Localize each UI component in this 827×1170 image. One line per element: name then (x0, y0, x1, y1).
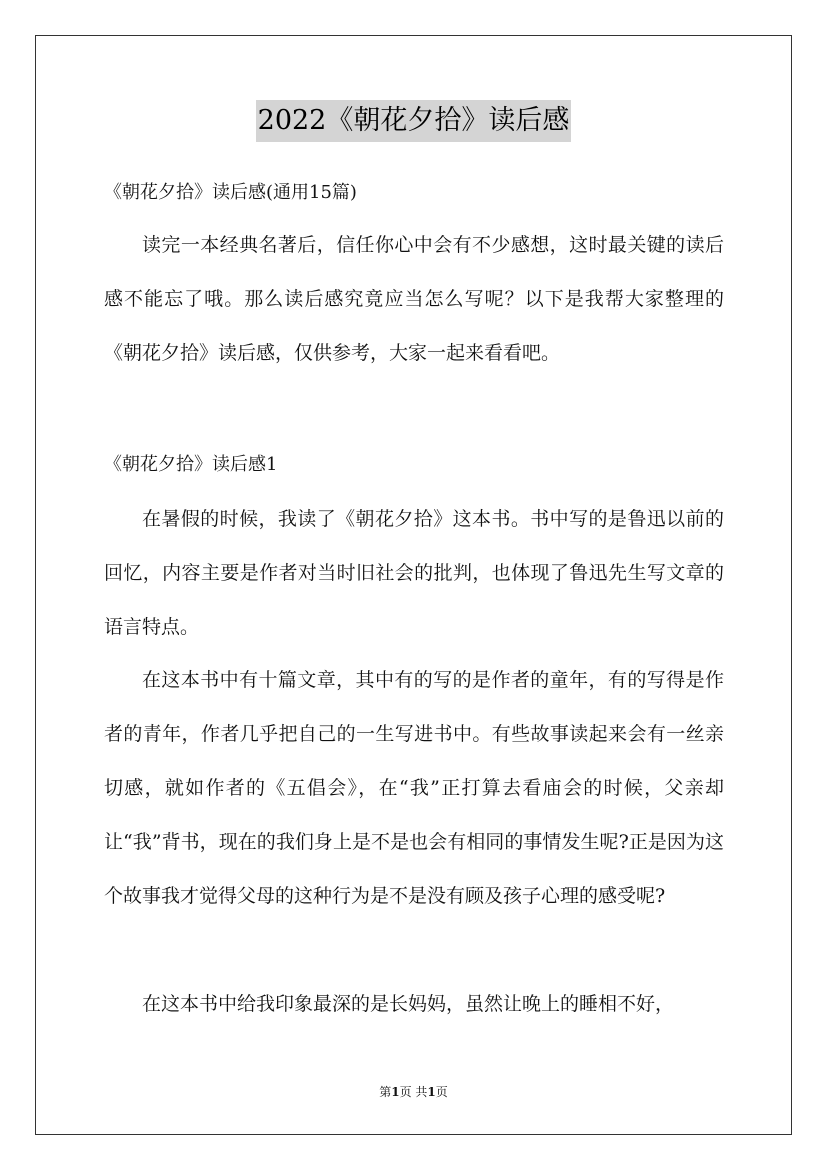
document-title: 2022《朝花夕拾》读后感 (256, 100, 572, 142)
title-container (0, 100, 827, 142)
body-paragraph-2: 在这本书中有十篇文章，其中有的写的是作者的童年，有的写得是作者的青年，作者几乎把自己的一生写进书中。有些故事读起来会有一丝亲切感，就如作者的《五倡会》，在“我”正打算去看庙会的时候，父亲却让“我”背书，现在的我们身上是不是也会有相同的事情发生呢?正是因为这个故事我才觉得父母的这种行为是不是没有顾及孩子心理的感受呢? (104, 669, 724, 907)
section-heading: 《朝花夕拾》读后感1 (104, 454, 278, 475)
document-subtitle: 《朝花夕拾》读后感(通用15篇) (104, 182, 357, 203)
intro-paragraph: 读完一本经典名著后，信任你心中会有不少感想，这时最关键的读后感不能忘了哦。那么读后感究竟应当怎么写呢？以下是我帮大家整理的《朝花夕拾》读后感，仅供参考，大家一起来看看吧。 (104, 234, 724, 364)
footer-page-mid: 页 共 (399, 1085, 428, 1099)
body-paragraph-1: 在暑假的时候，我读了《朝花夕拾》这本书。书中写的是鲁迅以前的回忆，内容主要是作者对当时旧社会的批判，也体现了鲁迅先生写文章的语言特点。 (104, 508, 724, 638)
body-paragraph-3: 在这本书中给我印象最深的是长妈妈，虽然让晚上的睡相不好， (142, 993, 675, 1015)
footer-page-current: 1 (391, 1085, 400, 1099)
page-footer (0, 1083, 827, 1101)
footer-page-prefix: 第 (379, 1085, 392, 1099)
footer-page-suffix: 页 (435, 1085, 448, 1099)
footer-page-total: 1 (427, 1085, 436, 1099)
